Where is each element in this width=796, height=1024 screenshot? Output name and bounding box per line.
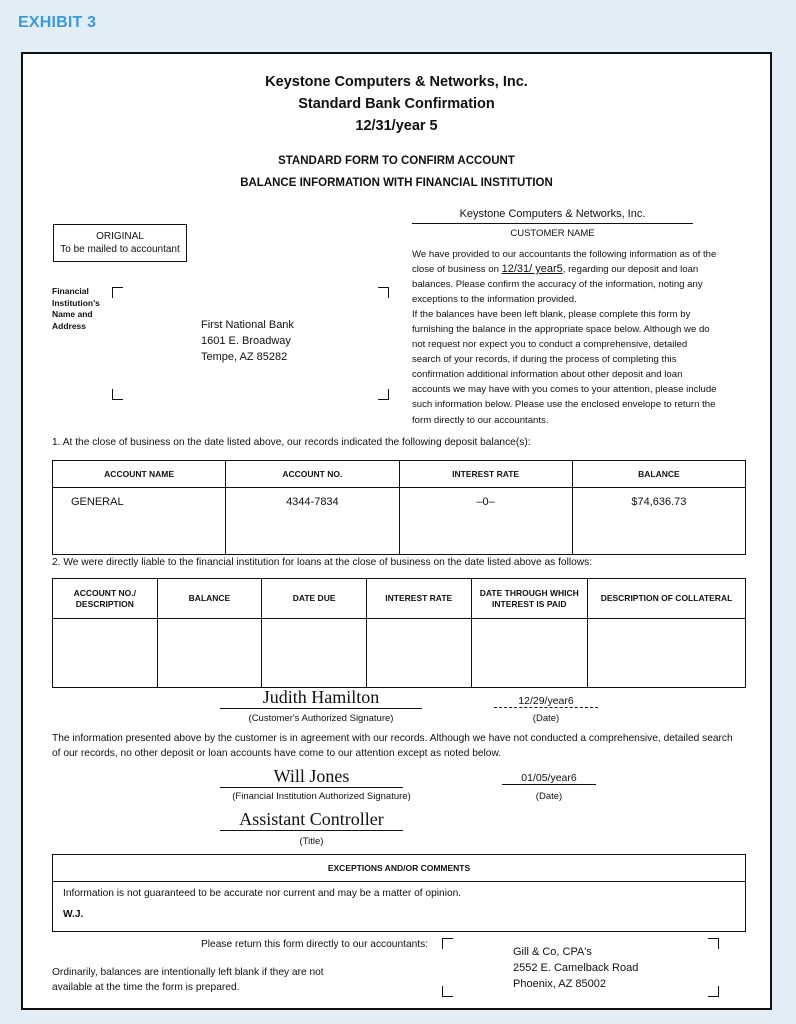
company-title: Keystone Computers & Networks, Inc. bbox=[265, 74, 528, 90]
col-account-description bbox=[53, 579, 158, 619]
header-text: ACCOUNT NO./ bbox=[73, 587, 136, 598]
bank-date-label: (Date) bbox=[535, 791, 563, 802]
original-instructions: To be mailed to accountant bbox=[60, 244, 180, 255]
accountant-name: Gill & Co, CPA's bbox=[513, 946, 592, 958]
cell-balance: $74,636.73 bbox=[572, 488, 745, 555]
table-header-row bbox=[53, 579, 746, 619]
col-account-name: ACCOUNT NAME bbox=[53, 461, 226, 488]
empty-cell bbox=[366, 619, 471, 688]
exceptions-initials: W.J. bbox=[63, 909, 84, 920]
bank-signature-date: 01/05/year6 bbox=[502, 772, 596, 785]
col-loan-interest-rate: INTEREST RATE bbox=[366, 579, 471, 619]
accountant-corner-top-left bbox=[442, 938, 453, 949]
customer-name-label: CUSTOMER NAME bbox=[510, 228, 595, 239]
fi-label-line: Address bbox=[52, 320, 87, 331]
empty-cell bbox=[157, 619, 262, 688]
paragraph-text: , regarding our deposit and loan balances. Please confirm the accuracy of the information, noting any exceptions to the information provided. bbox=[412, 264, 703, 306]
title-label: (Title) bbox=[299, 836, 324, 847]
col-date-due: DATE DUE bbox=[262, 579, 367, 619]
accountant-corner-top-right bbox=[708, 938, 719, 949]
paragraph-text: We have provided to our accountants the following information as of the close of business on bbox=[412, 249, 717, 276]
header-text: DESCRIPTION bbox=[75, 598, 134, 609]
col-loan-balance: BALANCE bbox=[157, 579, 262, 619]
col-balance: BALANCE bbox=[572, 461, 745, 488]
fi-label-line: Name and bbox=[52, 309, 93, 319]
accountant-city: Phoenix, AZ 85002 bbox=[513, 978, 606, 990]
original-label: ORIGINAL bbox=[96, 231, 144, 242]
bank-street: 1601 E. Broadway bbox=[201, 335, 291, 347]
customer-signature-label: (Customer's Authorized Signature) bbox=[248, 713, 394, 724]
empty-cell bbox=[262, 619, 367, 688]
agreement-text: The information presented above by the customer is in agreement with our records. Although we have not conducted a comprehensive, detailed search of our records, no other deposit or loan accounts have come to our attention except as noted below. bbox=[52, 733, 733, 759]
customer-date-label: (Date) bbox=[532, 713, 560, 724]
accountant-street: 2552 E. Camelback Road bbox=[513, 962, 639, 974]
col-interest-rate: INTEREST RATE bbox=[399, 461, 572, 488]
empty-cell bbox=[587, 619, 745, 688]
bank-signature: Will Jones bbox=[220, 766, 403, 788]
bank-signature-label: (Financial Institution Authorized Signature) bbox=[232, 791, 411, 802]
exceptions-box bbox=[52, 854, 746, 932]
accountant-corner-bottom-left bbox=[442, 986, 453, 997]
form-title: Standard Bank Confirmation bbox=[298, 96, 495, 112]
bank-name: First National Bank bbox=[201, 319, 294, 331]
address-corner-bottom-right bbox=[378, 389, 389, 400]
section1-text: 1. At the close of business on the date listed above, our records indicated the following deposit balance(s): bbox=[52, 437, 531, 448]
form-heading-2: BALANCE INFORMATION WITH FINANCIAL INSTITUTION bbox=[240, 177, 553, 189]
accountant-corner-bottom-right bbox=[708, 986, 719, 997]
title-signature: Assistant Controller bbox=[220, 809, 403, 831]
col-collateral: DESCRIPTION OF COLLATERAL bbox=[587, 579, 745, 619]
header-text: INTEREST IS PAID bbox=[492, 598, 567, 609]
confirmation-form bbox=[21, 52, 772, 1010]
footer-note-line: Ordinarily, balances are intentionally left blank if they are not bbox=[52, 967, 324, 978]
col-date-interest-paid bbox=[471, 579, 587, 619]
address-corner-top-right bbox=[378, 287, 389, 298]
cell-account-name: GENERAL bbox=[53, 488, 226, 555]
cell-interest-rate: –0– bbox=[399, 488, 572, 555]
footer-note bbox=[52, 965, 324, 995]
financial-institution-label bbox=[52, 286, 100, 332]
address-corner-top-left bbox=[112, 287, 123, 298]
deposit-table bbox=[52, 460, 746, 555]
customer-signature-date: 12/29/year6 bbox=[494, 695, 598, 708]
customer-signature: Judith Hamilton bbox=[220, 687, 422, 709]
return-instructions: Please return this form directly to our accountants: bbox=[201, 939, 429, 950]
table-header-row bbox=[53, 461, 746, 488]
empty-cell bbox=[471, 619, 587, 688]
address-corner-bottom-left bbox=[112, 389, 123, 400]
table-row bbox=[53, 619, 746, 688]
paragraph-text: If the balances have been left blank, please complete this form by furnishing the balance in the appropriate space below. Although we do not request nor expect you to conduct a comprehensive, detailed search of your records, if during the process of completing this confirmation additional information about other deposit and loan accounts we may have with you comes to your attention, please include such information below. Please use the enclosed envelope to return the form directly to our accountants. bbox=[412, 309, 717, 426]
form-date: 12/31/year 5 bbox=[355, 118, 438, 134]
col-account-no: ACCOUNT NO. bbox=[226, 461, 399, 488]
confirmation-date: 12/31/ year5 bbox=[501, 263, 563, 276]
footer-note-line: available at the time the form is prepared. bbox=[52, 982, 240, 993]
exceptions-header: EXCEPTIONS AND/OR COMMENTS bbox=[53, 855, 745, 882]
bank-address bbox=[201, 317, 294, 365]
customer-name: Keystone Computers & Networks, Inc. bbox=[412, 208, 693, 224]
accountant-address bbox=[513, 944, 638, 992]
empty-cell bbox=[53, 619, 158, 688]
form-heading-1: STANDARD FORM TO CONFIRM ACCOUNT bbox=[278, 155, 515, 167]
original-box bbox=[53, 224, 187, 262]
table-row bbox=[53, 488, 746, 555]
loan-table bbox=[52, 578, 746, 688]
bank-city: Tempe, AZ 85282 bbox=[201, 351, 288, 363]
section2-text: 2. We were directly liable to the financial institution for loans at the close of business on the date listed above as follows: bbox=[52, 557, 593, 568]
header-text: DATE THROUGH WHICH bbox=[479, 587, 579, 598]
cell-account-no: 4344-7834 bbox=[226, 488, 399, 555]
exceptions-comment: Information is not guaranteed to be accurate nor current and may be a matter of opinion. bbox=[63, 888, 462, 899]
fi-label-line: Institution's bbox=[52, 297, 100, 308]
fi-label-line: Financial bbox=[52, 286, 89, 296]
exhibit-label: EXHIBIT 3 bbox=[18, 14, 97, 31]
instructions-paragraph bbox=[412, 247, 717, 428]
